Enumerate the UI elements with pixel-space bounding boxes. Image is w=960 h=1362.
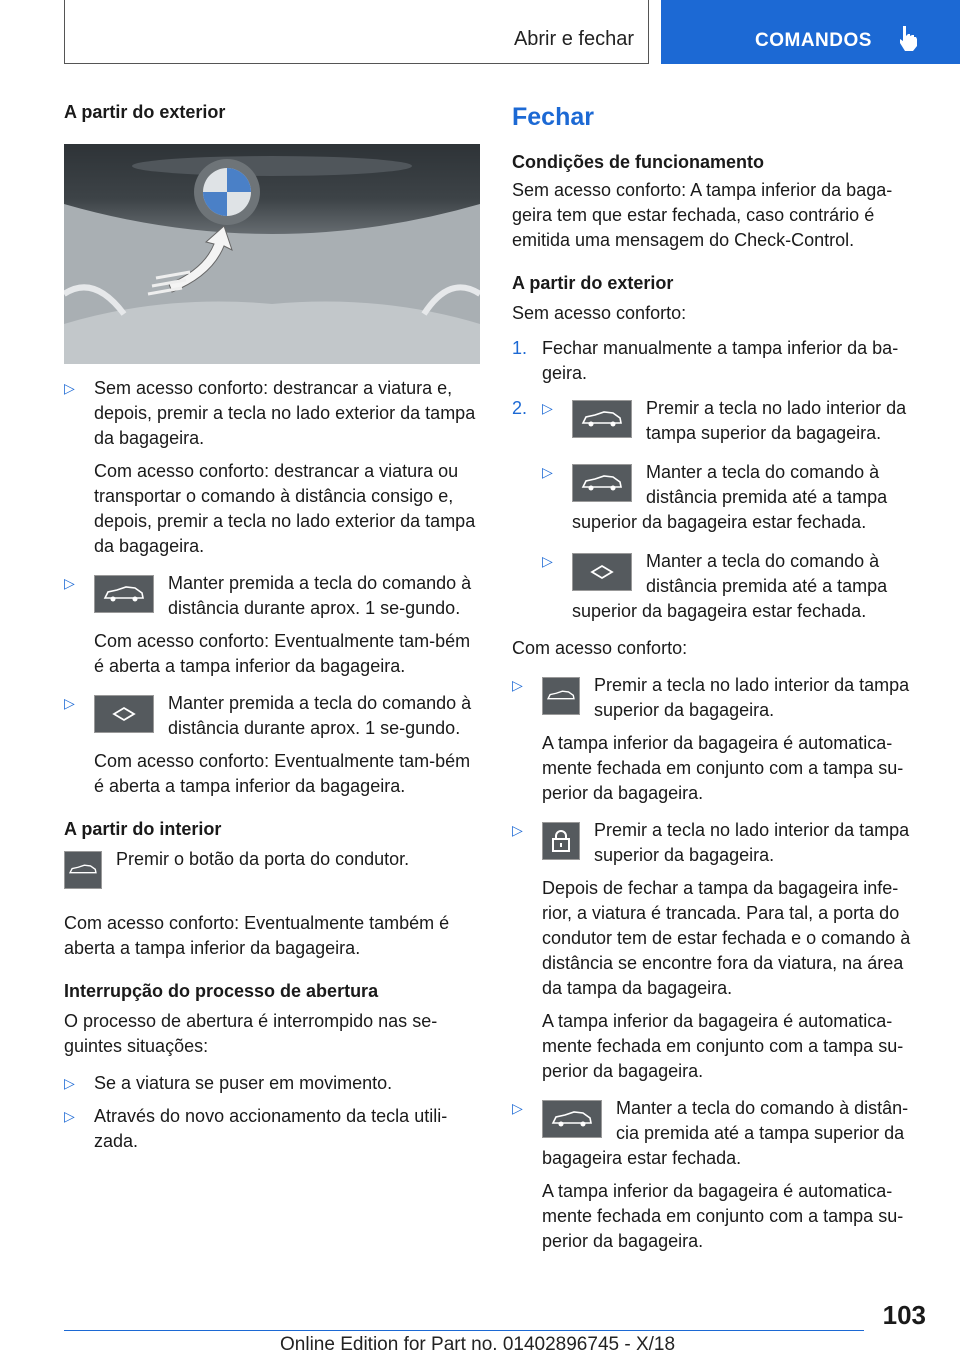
- section-tab-label: COMANDOS: [755, 30, 872, 51]
- lock-button-icon: [542, 822, 580, 860]
- bullet-text: Com acesso conforto: destrancar a viatura ou transportar o comando à distância consigo e, depois, premir a tecla no lado exterior da tampa da bagageira.: [94, 461, 476, 556]
- driver-door-button-icon: [64, 851, 102, 889]
- triangle-bullet-icon: ▷: [542, 464, 553, 480]
- interior-text: Premir o botão da porta do condutor.: [116, 849, 410, 869]
- bullet-text: A tampa inferior da bagageira é automatica-mente fechada em conjunto com a tampa su-perior da bagageira.: [542, 733, 904, 803]
- conditions-text: Sem acesso conforto: A tampa inferior da baga-geira tem que estar fechada, caso contrário é emitida uma mensagem do Check-Control.: [512, 180, 893, 250]
- tailgate-photo: [64, 144, 480, 364]
- step-2: [512, 396, 928, 632]
- bullet-text: Se a viatura se puser em movimento.: [94, 1073, 393, 1093]
- step-number: 2.: [512, 398, 528, 418]
- heading-exterior-close: A partir do exterior: [512, 273, 674, 293]
- heading-conditions: Condições de funcionamento: [512, 152, 765, 172]
- heading-interior: A partir do interior: [64, 819, 222, 839]
- bullet-exterior-2: [64, 571, 478, 679]
- car-inner-button-icon: [542, 677, 580, 715]
- step2-bullet-3: [542, 549, 928, 632]
- car-key-button-icon: [572, 464, 632, 502]
- step2-bullet-1: [542, 396, 928, 454]
- bullet-text: Através do novo accionamento da tecla utili-zada.: [94, 1106, 448, 1151]
- bullet-text: Manter premida a tecla do comando à distância durante aprox. 1 se-gundo.: [168, 573, 472, 618]
- triangle-bullet-icon: ▷: [542, 400, 553, 416]
- header-frame: [64, 0, 649, 64]
- triangle-bullet-icon: ▷: [64, 1075, 75, 1091]
- interrupt-text: O processo de abertura é interrompido nas se-guintes situações:: [64, 1011, 438, 1056]
- bullet-exterior-3: [64, 691, 478, 799]
- comfort-label: Com acesso conforto:: [512, 638, 688, 658]
- section-title-close: Fechar: [512, 103, 594, 131]
- bullet-text: Manter premida a tecla do comando à distância durante aprox. 1 se-gundo.: [168, 693, 472, 738]
- tailgate-key-button-icon: [572, 553, 632, 591]
- bullet-text: Com acesso conforto: Eventualmente tam-bém é aberta a tampa inferior da bagageira.: [94, 631, 471, 676]
- bullet-text: Manter a tecla do comando à distância premida até a tampa superior da bagageira estar fechada.: [572, 551, 888, 621]
- comfort-text: Com acesso conforto: Eventualmente também é aberta a tampa inferior da bagageira.: [64, 913, 450, 958]
- hand-pointer-icon: [897, 24, 919, 57]
- footer-divider: [64, 1330, 864, 1331]
- interrupt-bullet-1: [64, 1071, 478, 1096]
- no-comfort-label: Sem acesso conforto:: [512, 303, 687, 323]
- triangle-bullet-icon: ▷: [64, 380, 75, 396]
- comfort-bullet-2: [512, 818, 928, 1084]
- chapter-title: Abrir e fechar: [513, 28, 634, 50]
- triangle-bullet-icon: ▷: [542, 553, 553, 569]
- left-column: [64, 100, 478, 1162]
- bullet-text: Depois de fechar a tampa da bagageira infe-rior, a viatura é trancada. Para tal, a porta do condutor tem de estar fechada e o comando à distância se encontre fora da viatura, na área da tampa da bagageira.: [542, 878, 911, 998]
- footer-edition: Online Edition for Part no. 01402896745 - X/18: [280, 1334, 676, 1355]
- bullet-text: Premir a tecla no lado interior da tampa superior da bagageira.: [646, 398, 907, 443]
- section-tab[interactable]: [661, 0, 960, 64]
- triangle-bullet-icon: ▷: [64, 575, 75, 591]
- step-text: Fechar manualmente a tampa inferior da ba-geira.: [542, 338, 899, 383]
- car-key-button-icon: [94, 575, 154, 613]
- bullet-text: Premir a tecla no lado interior da tampa superior da bagageira.: [594, 675, 910, 720]
- bullet-text: Manter a tecla do comando à distância premida até a tampa superior da bagageira estar fechada.: [572, 462, 888, 532]
- page-number: 103: [882, 1300, 926, 1330]
- bullet-text: A tampa inferior da bagageira é automatica-mente fechada em conjunto com a tampa su-perior da bagageira.: [542, 1181, 904, 1251]
- right-column: [512, 100, 928, 1262]
- bullet-text: Com acesso conforto: Eventualmente tam-bém é aberta a tampa inferior da bagageira.: [94, 751, 471, 796]
- car-key-button-icon: [542, 1100, 602, 1138]
- step-number: 1.: [512, 338, 528, 358]
- tailgate-key-button-icon: [94, 695, 154, 733]
- step2-bullet-2: [542, 460, 928, 543]
- bullet-text: A tampa inferior da bagageira é automatica-mente fechada em conjunto com a tampa su-perior da bagageira.: [542, 1011, 904, 1081]
- triangle-bullet-icon: ▷: [512, 822, 523, 838]
- bullet-exterior-1: [64, 376, 478, 559]
- triangle-bullet-icon: ▷: [512, 677, 523, 693]
- triangle-bullet-icon: ▷: [512, 1100, 523, 1116]
- bullet-text: Sem acesso conforto: destrancar a viatura e, depois, premir a tecla no lado exterior da tampa da bagageira.: [94, 378, 476, 448]
- bullet-text: Premir a tecla no lado interior da tampa superior da bagageira.: [594, 820, 910, 865]
- interior-block: [64, 847, 478, 893]
- step-1: [512, 336, 928, 386]
- comfort-bullet-1: [512, 673, 928, 806]
- interrupt-bullet-2: [64, 1104, 478, 1154]
- triangle-bullet-icon: ▷: [64, 1108, 75, 1124]
- car-key-button-icon: [572, 400, 632, 438]
- heading-interrupt: Interrupção do processo de abertura: [64, 981, 379, 1001]
- comfort-bullet-3: [512, 1096, 928, 1254]
- heading-exterior: A partir do exterior: [64, 102, 226, 122]
- triangle-bullet-icon: ▷: [64, 695, 75, 711]
- bullet-text: Manter a tecla do comando à distân-cia premida até a tampa superior da bagageira estar fechada.: [542, 1098, 909, 1168]
